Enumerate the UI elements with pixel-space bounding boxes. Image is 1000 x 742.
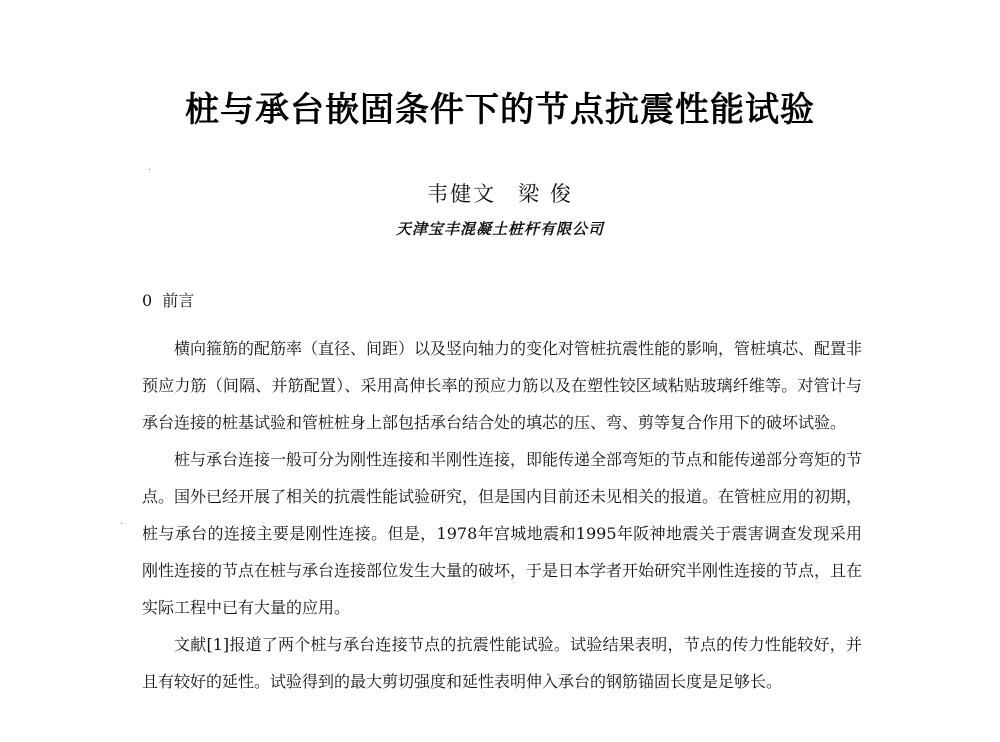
author-name: 韦健文	[427, 182, 497, 206]
paragraph: 桩与承台连接一般可分为刚性连接和半刚性连接，即能传递全部弯矩的节点和能传递部分弯矩的节点。国外已经开展了相关的抗震性能试验研究，但是国内目前还未见相关的报道。在管桩应用的初期，桩与承台的连接主要是刚性连接。但是，1978年宫城地震和1995年阪神地震关于震害调查发现采用刚性连接的节点在桩与承台连接部位发生大量的破坏，于是日本学者开始研究半刚性连接的节点，且在实际工程中已有大量的应用。	[142, 450, 863, 617]
section-heading	[142, 290, 194, 312]
author-affiliation: 天津宝丰混凝土桩杆有限公司	[395, 220, 604, 238]
author-list	[0, 180, 1000, 208]
section-title: 前言	[162, 291, 195, 310]
paper-title: 桩与承台嵌固条件下的节点抗震性能试验	[185, 90, 815, 130]
paragraph: 文献[1]报道了两个桩与承台连接节点的抗震性能试验。试验结果表明，节点的传力性能较好，并且有较好的延性。试验得到的最大剪切强度和延性表明伸入承台的钢筋锚固长度是足够长。	[142, 635, 862, 691]
scan-speck: ·	[120, 519, 124, 530]
section-number: 0	[142, 291, 153, 310]
paragraph: 横向箍筋的配筋率（直径、间距）以及竖向轴力的变化对管桩抗震性能的影响，管桩填芯、配置非预应力筋（间隔、并筋配置）、采用高伸长率的预应力筋以及在塑性铰区域粘贴玻璃纤维等。对管计与承台连接的桩基试验和管桩桩身上部包括承台结合处的填芯的压、弯、剪等复合作用下的破坏试验。	[142, 339, 863, 432]
scan-speck: ·	[148, 165, 152, 176]
author-name: 梁 俊	[518, 182, 573, 206]
body-text	[142, 330, 862, 700]
